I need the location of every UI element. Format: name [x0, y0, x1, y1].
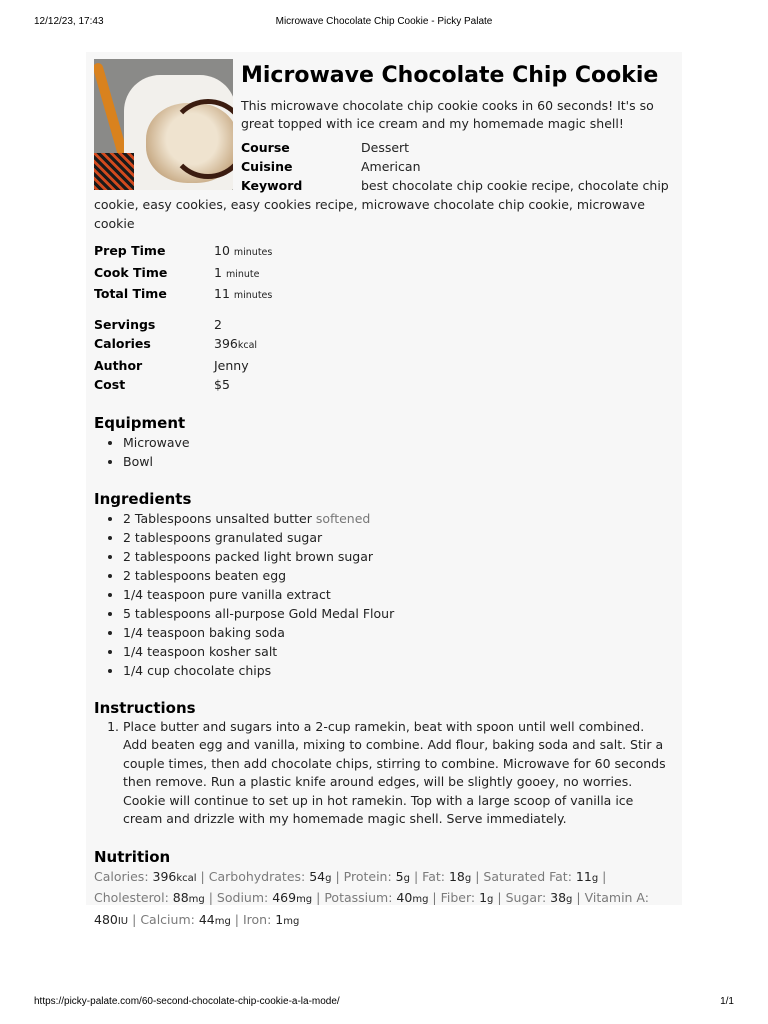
nutrition-item: Cholesterol: 88mg: [94, 890, 205, 905]
ingredient-text: 1/4 cup chocolate chips: [123, 662, 272, 678]
cost-value: $5: [214, 377, 230, 392]
cook-time-row: [94, 263, 672, 285]
nutrition-unit: mg: [412, 894, 429, 905]
ingredient-item: [123, 566, 672, 585]
nutrition-value: 88: [172, 890, 189, 905]
towel-shape: [94, 153, 134, 190]
nutrition-unit: kcal: [176, 872, 197, 884]
ingredient-item: [123, 623, 672, 642]
nutrition-item: Fiber: 1g: [440, 890, 494, 905]
cuisine-label: Cuisine: [241, 158, 293, 174]
nutrition-unit: mg: [296, 894, 313, 905]
nutrition-value: 1: [275, 911, 284, 927]
ingredient-text: 1/4 teaspoon baking soda: [123, 624, 285, 640]
nutrition-unit: g: [487, 894, 494, 905]
keyword-label: Keyword: [241, 178, 303, 193]
nutrition-unit: g: [566, 894, 573, 905]
nutrition-value: 38: [550, 890, 567, 905]
print-url[interactable]: https://picky-palate.com/60-second-chocolate-chip-cookie-a-la-mode/: [34, 996, 340, 1007]
nutrition-value: 480: [94, 911, 118, 927]
course-value: Dessert: [361, 140, 410, 155]
servings-value: 2: [214, 316, 222, 332]
nutrition-unit: mg: [188, 894, 205, 905]
nutrition-unit: mg: [214, 915, 231, 927]
ingredient-item: [123, 604, 672, 623]
nutrition-item: Carbohydrates: 54g: [208, 868, 332, 884]
nutrition-item: Protein: 5g: [343, 868, 410, 884]
ingredient-text: 2 tablespoons packed light brown sugar: [123, 548, 374, 564]
nutrition-label: Fat: [422, 868, 441, 884]
cost-label: Cost: [94, 377, 126, 392]
prep-time-label: Prep Time: [94, 243, 166, 258]
nutrition-item: Calories: 396kcal: [94, 868, 197, 884]
author-label: Author: [94, 357, 143, 373]
recipe-title: Microwave Chocolate Chip Cookie: [241, 63, 659, 88]
nutrition-unit: g: [325, 872, 332, 884]
recipe-summary: This microwave chocolate chip cookie cooks in 60 seconds! It's so great topped with ice cream and my homemade magic shell!: [241, 98, 654, 131]
servings-row: [94, 315, 672, 335]
cost-row: [94, 375, 672, 395]
total-time-unit: minutes: [233, 290, 273, 301]
ingredients-heading: Ingredients: [94, 489, 192, 508]
calories-value: 396: [214, 336, 238, 351]
ingredient-item: [123, 528, 672, 547]
servings-label: Servings: [94, 316, 156, 332]
nutrition-value: 18: [448, 868, 465, 884]
nutrition-label: Saturated Fat: [483, 868, 568, 884]
instruction-step: 1. Place butter and sugars into a 2-cup ramekin, beat with spoon until well combined. Add beaten egg and vanilla, mixing to combine. Add flour, baking soda and salt. Stir a couple times, then add chocolate chips, stirring to combine. Microwave for 60 seconds then remove. Run a plastic knife around edges, will be slightly gooey, no worries. Cookie will continue to set up in hot ramekin. Top with a large scoop of vanilla ice cream and drizzle with my homemade magic shell. Serve immediately.: [123, 718, 672, 829]
ingredient-text: 1/4 teaspoon pure vanilla extract: [123, 586, 331, 602]
time-block: [94, 241, 672, 306]
print-page-number: 1/1: [720, 996, 734, 1007]
ingredient-text: 5 tablespoons all-purpose Gold Medal Flour: [123, 605, 395, 621]
ingredient-item: [123, 642, 672, 661]
nutrition-item: Fat: 18g: [422, 868, 472, 884]
nutrition-value: 469: [272, 890, 297, 905]
author-value: Jenny: [214, 357, 249, 373]
calories-label: Calories: [94, 336, 151, 351]
total-time-value: 11: [214, 286, 230, 301]
equipment-list: [94, 433, 672, 471]
cook-time-value: 1: [214, 264, 222, 280]
nutrition-label: Calcium: [140, 911, 191, 927]
nutrition-label: Carbohydrates: [208, 868, 302, 884]
recipe-image: [94, 59, 233, 190]
ingredients-list: [94, 509, 672, 680]
prep-time-value: 10: [214, 243, 230, 258]
nutrition-label: Vitamin A: [584, 890, 645, 905]
total-time-label: Total Time: [94, 286, 167, 301]
nutrition-value: 396: [152, 868, 177, 884]
nutrition-label: Sugar: [505, 890, 542, 905]
nutrition-unit: mg: [283, 915, 300, 927]
instructions-heading: Instructions: [94, 698, 196, 717]
print-page-title: Microwave Chocolate Chip Cookie - Picky Palate: [275, 16, 493, 27]
nutrition-facts: Calories: 396kcal | Carbohydrates: 54g | Protein: 5g | Fat: 18g | Saturated Fat: 11g | Cholesterol: 88mg | Sodium: 469mg | Potassium: 40mg | Fiber: 1g | Sugar: 38g | Vitamin A: 480IU | Calcium: 44mg | Iron: 1mg: [94, 868, 649, 927]
equipment-item: • Microwave: [123, 433, 672, 452]
author-row: [94, 356, 672, 376]
instructions-list: [94, 718, 672, 829]
prep-time-row: [94, 241, 672, 263]
nutrition-label: Fiber: [440, 890, 471, 905]
print-datetime: 12/12/23, 17:43: [34, 16, 104, 27]
nutrition-value: 11: [575, 868, 592, 884]
calories-row: [94, 334, 672, 356]
calories-unit: kcal: [237, 340, 258, 351]
nutrition-label: Potassium: [324, 890, 389, 905]
nutrition-item: Sugar: 38g: [505, 890, 573, 905]
ingredient-text: 2 tablespoons beaten egg: [123, 567, 287, 583]
cook-time-unit: minute: [225, 268, 260, 280]
prep-time-unit: minutes: [233, 247, 273, 258]
nutrition-value: 40: [396, 890, 413, 905]
cook-time-label: Cook Time: [94, 264, 168, 280]
nutrition-label: Calories: [94, 868, 145, 884]
nutrition-item: Calcium: 44mg: [140, 911, 231, 927]
details-block: [94, 315, 672, 395]
keyword-value: best chocolate chip cookie recipe, chocolate chip cookie, easy cookies, easy cookies recipe, microwave chocolate chip cookie, microwave cookie: [94, 178, 669, 231]
ingredient-item: [123, 661, 672, 680]
total-time-row: [94, 284, 672, 306]
nutrition-value: 1: [479, 890, 488, 905]
cuisine-value: American: [361, 158, 421, 174]
ingredient-item: [123, 547, 672, 566]
recipe-card: [86, 52, 682, 927]
nutrition-value: 44: [198, 911, 215, 927]
nutrition-unit: g: [464, 872, 472, 884]
nutrition-item: Sodium: 469mg: [216, 890, 313, 905]
nutrition-label: Sodium: [216, 890, 265, 905]
ingredient-text: 2 tablespoons granulated sugar: [123, 529, 323, 545]
ingredient-text: 2 Tablespoons unsalted butter: [123, 510, 312, 526]
nutrition-label: Cholesterol: [94, 890, 165, 905]
ingredient-note: softened: [315, 510, 371, 526]
nutrition-label: Iron: [242, 911, 268, 927]
nutrition-item: Saturated Fat: 11g: [483, 868, 599, 884]
nutrition-item: Vitamin A: 480IU: [94, 890, 649, 927]
ingredient-item: [123, 509, 672, 528]
nutrition-label: Protein: [343, 868, 388, 884]
nutrition-value: 5: [395, 868, 404, 884]
nutrition-value: 54: [309, 868, 326, 884]
nutrition-unit: g: [403, 872, 410, 884]
nutrition-item: Iron: 1mg: [242, 911, 300, 927]
equipment-item: • Bowl: [123, 452, 672, 471]
nutrition-unit: g: [591, 872, 599, 884]
course-label: Course: [241, 140, 290, 155]
ingredient-item: [123, 585, 672, 604]
equipment-heading: Equipment: [94, 413, 186, 432]
nutrition-unit: IU: [117, 915, 129, 927]
ingredient-text: 1/4 teaspoon kosher salt: [123, 643, 278, 659]
nutrition-heading: Nutrition: [94, 847, 171, 866]
nutrition-item: Potassium: 40mg: [324, 890, 429, 905]
recipe-content: [94, 59, 672, 931]
